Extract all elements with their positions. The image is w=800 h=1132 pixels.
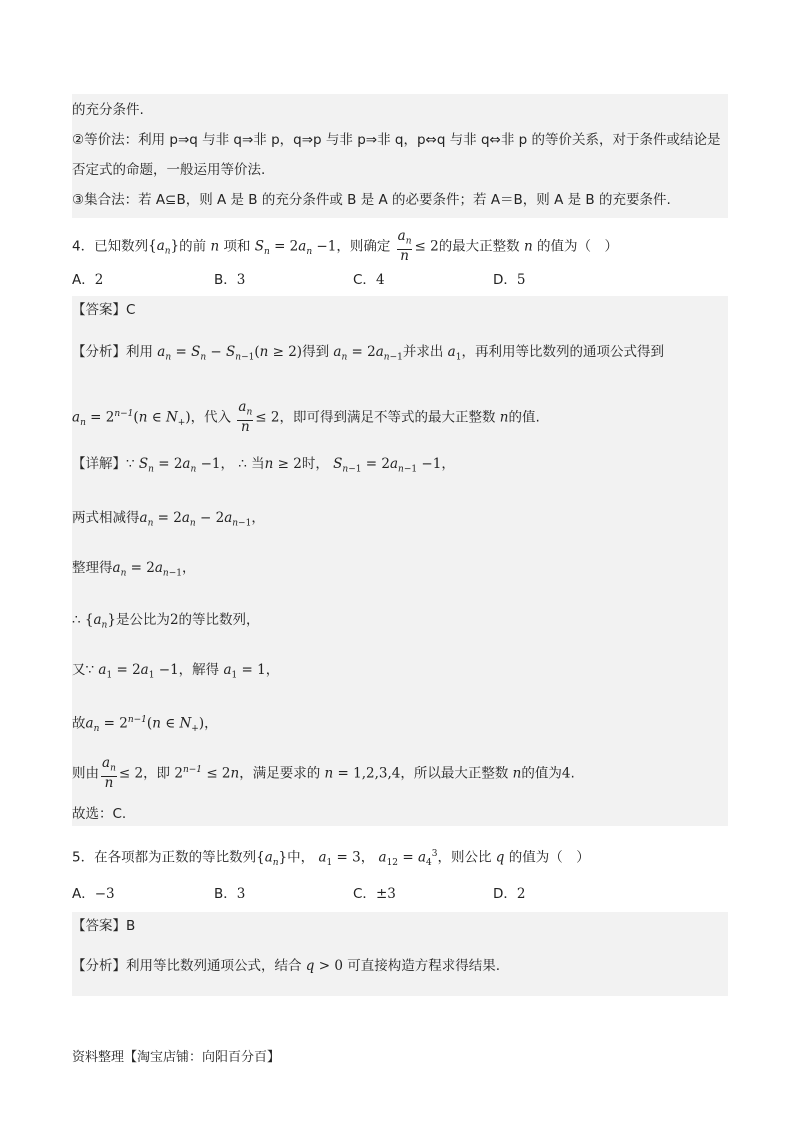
q4-detail-line-8: 故选：C. (72, 806, 127, 822)
q5-stem: 5．在各项都为正数的等比数列$\{a_n\}$中， $a_1 = 3$， $a_{12} = a_4^3$，则公比 q 的值为（ ） (72, 849, 590, 869)
q4-answer: 【答案】C (72, 302, 136, 318)
q4-analysis-line-1: 【分析】利用 $a_n = S_n - S_{n-1}(n \ge 2)$得到 $a_n = 2a_{n-1}$并求出 $a_1$，再利用等比数列的通项公式得到 (72, 344, 664, 363)
q5-answer: 【答案】B (72, 918, 136, 934)
q5-option-c[interactable]: C．±3 (353, 886, 396, 902)
q4-detail-line-7: 则由 $\frac{a_n}{n}$ ≤ 2，即 $2^{n-1} \le 2n$，满足要求的 n = 1,2,3,4，所以最大正整数 n的值为4. (72, 755, 575, 791)
q4-detail-line-1: 【详解】∵ $S_n = 2a_n -1$， ∴ 当n ≥ 2时， $S_{n-1} = 2a_{n-1} -1$， (72, 456, 455, 475)
prev-line-4: ③集合法：若 A⊆B，则 A 是 B 的充分条件或 B 是 A 的必要条件；若 A＝B，则 A 是 B 的充要条件. (72, 192, 671, 208)
q4-detail-line-4: ∴ $\{a_n\}$是公比为2的等比数列， (72, 612, 260, 631)
q4-stem: 4．已知数列$\{a_n\}$的前 n 项和 $S_n = 2a_n -1$，则确定 $\frac{a_n}{n}$ ≤ 2的最大正整数 n 的值为（ ） (72, 228, 618, 264)
page-footer: 资料整理【淘宝店铺：向阳百分百】 (72, 1050, 281, 1065)
q4-option-b[interactable]: B．3 (214, 272, 246, 288)
prev-line-3: 否定式的命题，一般运用等价法. (72, 162, 266, 178)
q4-analysis-line-2: $a_n = 2^{n-1}(n$ ∈ $N_+$)，代入 $\frac{a_n}{n}$ ≤ 2，即可得到满足不等式的最大正整数 n的值. (72, 399, 540, 435)
prev-line-2: ②等价法：利用 p⇒q 与非 q⇒非 p，q⇒p 与非 p⇒非 q，p⇔q 与非 q⇔非 p 的等价关系，对于条件或结论是 (72, 132, 721, 148)
q4-detail-line-6: 故$a_n = 2^{n-1}(n$ ∈ $N_+$)， (72, 715, 218, 735)
q5-option-d[interactable]: D．2 (493, 886, 526, 902)
q4-detail-line-5: 又∵ $a_1 = 2a_1 -1$，解得 $a_1 = 1$， (72, 662, 280, 681)
q4-detail-line-3: 整理得$a_n = 2a_{n-1}$， (72, 560, 196, 579)
q4-detail-line-2: 两式相减得$a_n = 2a_n - 2a_{n-1}$， (72, 510, 265, 529)
q4-option-a[interactable]: A．2 (72, 272, 104, 288)
q4-option-d[interactable]: D．5 (493, 272, 526, 288)
q4-option-c[interactable]: C．4 (353, 272, 385, 288)
q5-option-a[interactable]: A．−3 (72, 886, 115, 902)
prev-line-1: 的充分条件. (72, 102, 144, 118)
q5-option-b[interactable]: B．3 (214, 886, 246, 902)
q5-analysis: 【分析】利用等比数列通项公式，结合 q > 0 可直接构造方程求得结果. (72, 958, 501, 974)
